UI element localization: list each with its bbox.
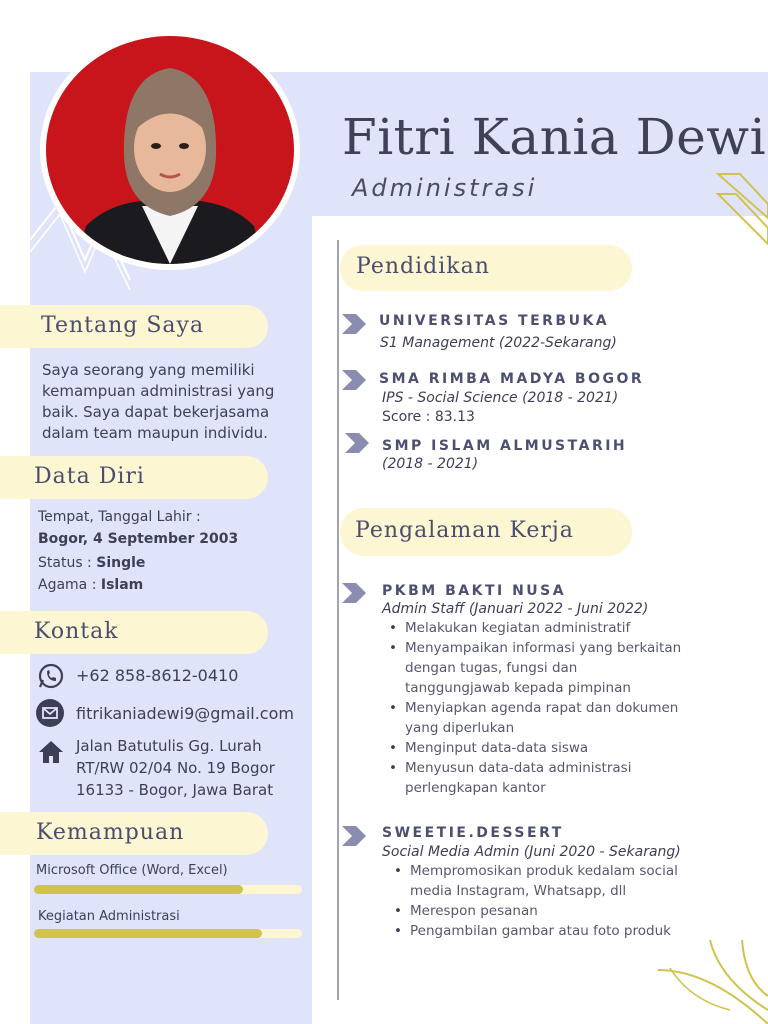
address-line: 16133 - Bogor, Jawa Barat — [76, 781, 274, 799]
duty-text: Merespon pesanan — [410, 903, 538, 919]
duty-text: Menyusun data-data administrasi — [405, 760, 632, 776]
section-tentang-header — [0, 305, 268, 348]
home-icon — [37, 738, 65, 766]
duty-item — [383, 738, 681, 758]
duty-text: tanggungjawab kepada pimpinan — [405, 680, 631, 696]
duty-text: Menyampaikan informasi yang berkaitan — [405, 640, 682, 656]
school-name: SMA RIMBA MADYA BOGOR — [379, 371, 645, 387]
duty-text: Mempromosikan produk kedalam social — [410, 863, 678, 879]
leaf-decoration — [650, 940, 768, 1024]
duty-text: Pengambilan gambar atau foto produk — [410, 923, 671, 939]
status-value: Single — [96, 555, 146, 571]
duty-text: perlengkapan kantor — [405, 780, 546, 796]
duty-text: media Instagram, Whatsapp, dll — [410, 883, 627, 899]
duty-item — [383, 618, 681, 638]
skill-bar-fill — [34, 885, 243, 894]
skill-bar — [34, 885, 302, 894]
skill-label: Kegiatan Administrasi — [38, 909, 180, 924]
job-duties — [388, 861, 678, 941]
email-address[interactable]: fitrikaniadewi9@gmail.com — [76, 704, 294, 723]
chevron-right-icon — [342, 583, 366, 603]
about-line: baik. Saya dapat bekerjasama — [42, 403, 270, 421]
section-title: Data Diri — [34, 464, 145, 489]
company-name: PKBM BAKTI NUSA — [382, 583, 567, 599]
school-name: UNIVERSITAS TERBUKA — [379, 313, 610, 329]
job-title: Administrasi — [352, 174, 538, 202]
duty-item — [383, 638, 681, 698]
phone-number[interactable]: +62 858-8612-0410 — [76, 666, 239, 685]
about-line: dalam team maupun individu. — [42, 424, 268, 442]
duty-item — [388, 921, 678, 941]
school-detail: IPS - Social Science (2018 - 2021) — [382, 390, 619, 406]
section-datadiri-header — [0, 456, 268, 499]
address-line: RT/RW 02/04 No. 19 Bogor — [76, 759, 275, 777]
person-name: Fitri Kania Dewi — [342, 108, 767, 166]
school-detail: S1 Management (2022-Sekarang) — [380, 335, 617, 351]
duty-text: yang diperlukan — [405, 720, 515, 736]
school-detail: (2018 - 2021) — [382, 456, 479, 472]
duty-text: Melakukan kegiatan administratif — [405, 620, 631, 636]
status-row — [38, 553, 145, 574]
duty-item — [383, 758, 681, 798]
chevron-right-icon — [342, 370, 366, 390]
section-kontak-header — [0, 611, 268, 654]
job-duties — [383, 618, 681, 798]
section-title: Pendidikan — [356, 254, 490, 279]
whatsapp-icon — [37, 662, 65, 690]
section-pendidikan-header — [340, 245, 632, 291]
chevron-right-icon — [342, 826, 366, 846]
school-score: Score : 83.13 — [382, 409, 475, 425]
job-position: Social Media Admin (Juni 2020 - Sekarang) — [382, 844, 681, 860]
skill-label: Microsoft Office (Word, Excel) — [36, 863, 228, 878]
section-title: Pengalaman Kerja — [355, 518, 574, 543]
section-kemampuan-header — [0, 812, 268, 855]
duty-item — [388, 861, 678, 901]
about-line: kemampuan administrasi yang — [42, 382, 275, 400]
birth-label: Tempat, Tanggal Lahir : — [38, 509, 201, 525]
duty-text: Menginput data-data siswa — [405, 740, 589, 756]
address-line: Jalan Batutulis Gg. Lurah — [76, 737, 262, 755]
about-line: Saya seorang yang memiliki — [42, 361, 255, 379]
company-name: SWEETIE.DESSERT — [382, 825, 564, 841]
religion-value: Islam — [100, 577, 144, 593]
job-position: Admin Staff (Januari 2022 - Juni 2022) — [382, 601, 649, 617]
section-title: Tentang Saya — [41, 313, 205, 338]
birth-value: Bogor, 4 September 2003 — [38, 531, 239, 547]
skill-bar-fill — [34, 929, 262, 938]
duty-item — [383, 698, 681, 738]
section-title: Kemampuan — [36, 820, 185, 845]
profile-photo — [46, 36, 294, 264]
chevron-right-icon — [342, 314, 366, 334]
status-label: Status : — [38, 555, 97, 571]
duty-text: Menyiapkan agenda rapat dan dokumen — [405, 700, 679, 716]
stripe-decoration — [714, 170, 768, 260]
duty-text: dengan tugas, fungsi dan — [405, 660, 578, 676]
divider-line — [337, 240, 339, 1000]
skill-bar — [34, 929, 302, 938]
section-title: Kontak — [34, 619, 119, 644]
religion-row — [38, 575, 143, 596]
email-icon — [35, 698, 65, 728]
chevron-right-icon — [345, 433, 369, 453]
section-pengalaman-header — [340, 508, 632, 556]
duty-item — [388, 901, 678, 921]
school-name: SMP ISLAM ALMUSTARIH — [382, 438, 628, 454]
religion-label: Agama : — [38, 577, 101, 593]
